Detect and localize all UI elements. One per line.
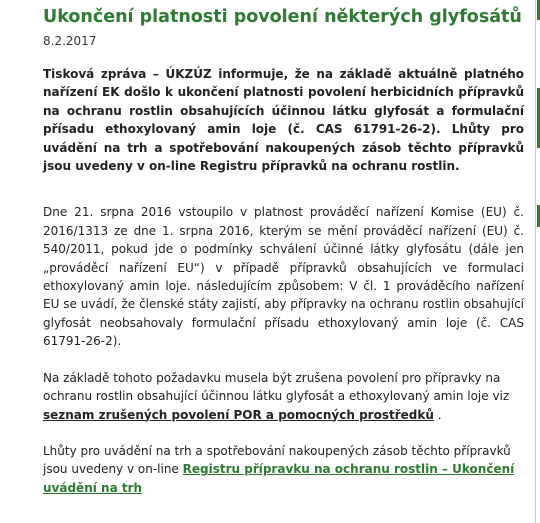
article-paragraph-2 xyxy=(43,369,524,424)
revoked-authorizations-link[interactable]: seznam zrušených povolení POR a pomocných prostředků xyxy=(43,407,434,422)
article xyxy=(43,4,524,497)
article-lead: Tisková zpráva – ÚKZÚZ informuje, že na základě aktuálně platného nařízení EK došlo k ukončení platnosti povolení herbicidních přípravků na ochranu rostlin obsahujících účinnou látku glyfosát a formulační přísadu ethoxylovaný amin loje (č. CAS 61791-26-2). Lhůty pro uvádění na trh a spotřebování nakoupených zásob těchto přípravků jsou uvedeny v on-line Registru přípravků na ochranu rostlin. xyxy=(43,67,524,174)
article-paragraph-1: Dne 21. srpna 2016 vstoupilo v platnost prováděcí nařízení Komise (EU) č. 2016/1313 ze dne 1. srpna 2016, kterým se mění prováděcí nařízení (EU) č. 540/2011, pokud jde o podmínky schválení účinné látky glyfosátu (dále jen „prováděcí nařízení EU“) v případě přípravků obsahujících ve formulaci ethoxylovaný amin loje. následujícím způsobem: V čl. 1 prováděcího nařízení EU se uvádí, že členské státy zajistí, aby přípravky na ochranu rostlin obsahující glyfosát neobsahovaly formulační přísadu ethoxylovaný amin loje (č. CAS 61791-26-2). xyxy=(43,205,524,349)
registry-link[interactable]: Registru přípravku na ochranu rostlin – Ukončení uvádění na trh xyxy=(43,462,515,495)
article-title: Ukončení platnosti povolení některých glyfosátů xyxy=(43,7,522,27)
article-date: 8.2.2017 xyxy=(43,34,97,48)
article-paragraph-3 xyxy=(43,442,524,497)
paragraph-2-text: Na základě tohoto požadavku musela být zrušena povolení pro přípravky na ochranu rostlin obsahující účinnou látku glyfosát a ethoxylovaný amin loje viz xyxy=(43,370,510,404)
paragraph-3-text: Lhůty pro uvádění na trh a spotřebování nakoupených zásob těchto přípravků jsou uvedeny v on-line xyxy=(43,443,511,477)
right-divider xyxy=(535,0,536,523)
paragraph-2-end: . xyxy=(437,407,442,422)
